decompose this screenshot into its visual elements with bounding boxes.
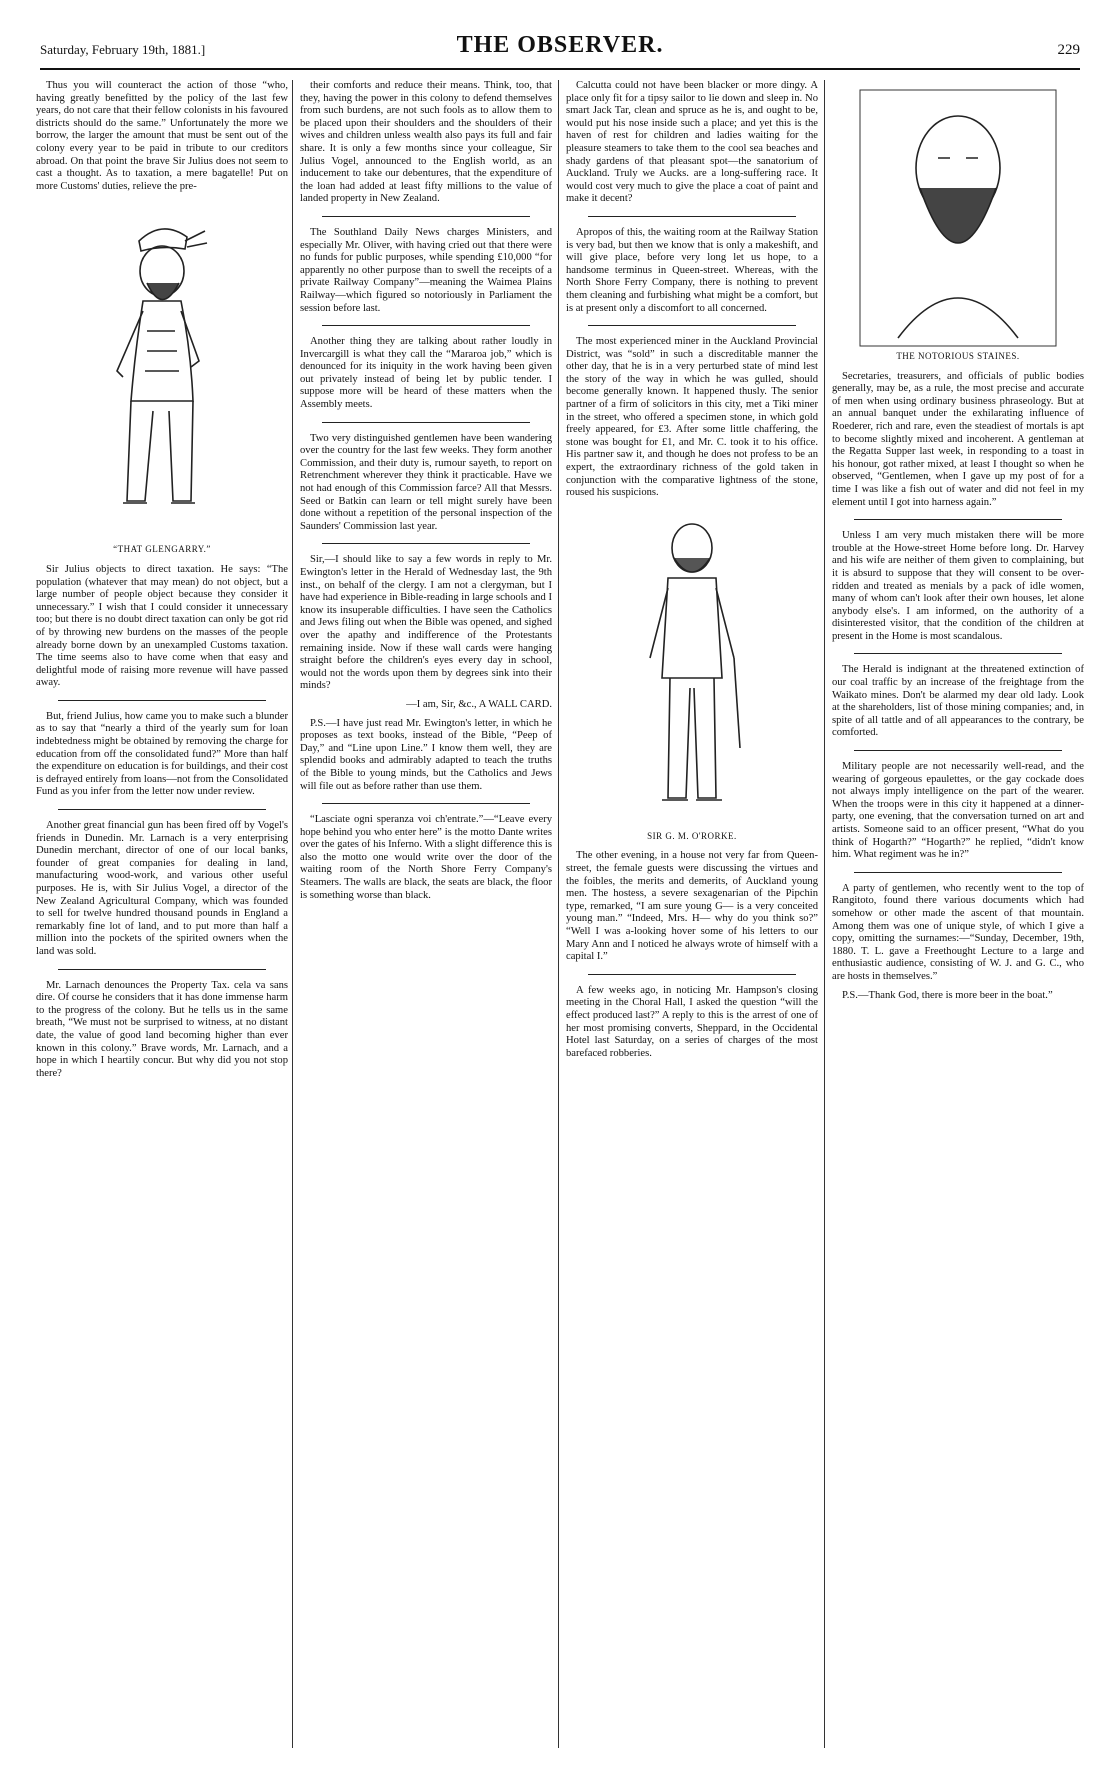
section-rule xyxy=(588,325,796,326)
signature-text: A WALL CARD. xyxy=(478,698,552,710)
column-3 xyxy=(566,80,818,1748)
article-paragraph: Mr. Larnach denounces the Property Tax. cela va sans dire. Of course he considers that it has done immense harm to the progress of the colony. But he tells us in the same breath, “We must not be surprised to witness, at no distant date, the value of good land becoming higher than ever known in this colony.” Brave words, Mr. Larnach, and a hope in which I heartily concur. But why did you not stop there? xyxy=(36,979,288,1079)
article-paragraph: A few weeks ago, in noticing Mr. Hampson's closing meeting in the Choral Hall, I asked the question “will the effect produced last?” A reply to this is the arrest of one of her most promising converts, Sheppard, in the Occidental Hotel last Saturday, on a series of charges of the most barefaced robberies. xyxy=(566,984,818,1059)
article-paragraph: But, friend Julius, how came you to make such a blunder as to say that “nearly a third of the yearly sum for loan indebtedness might be obtained by removing the charge for education from off the consolidated fund?” More than half the expenditure on education is for buildings, and their cost is defrayed entirely from loans—not from the Consolidated Fund as you infer from the letter now under review. xyxy=(36,710,288,798)
section-rule xyxy=(854,872,1062,873)
section-rule xyxy=(322,422,530,423)
article-paragraph: The other evening, in a house not very far from Queen-street, the female guests were discussing the virtues and the foibles, the merits and demerits, of Auckland young men. The hostess, a severe sexagenarian of the Pipchin type, remarked, “I am sure young G— is a very conceited young man.” “Indeed, Mrs. H— why do you think so?” “Well I was a-looking hover some of his letters to our Mary Ann and I noticed he always wrote of himself with a capital I.” xyxy=(566,850,818,963)
glengarry-illustration xyxy=(36,201,288,556)
cartoon-figure-icon xyxy=(87,201,237,541)
article-paragraph: Military people are not necessarily well-read, and the wearing of gorgeous epaulettes, or the gay cockade does not always imply intelligence on the part of the wearer. When the troops were in this city it happened at a dinner-party, one evening, that the conversation turned on art and artists. Someone said to an officer present, “What do you think of Hogarth?” “Hogarth?” he replied, “didn't know him. What regiment was he in?” xyxy=(832,761,1084,861)
figure-caption: “THAT GLENGARRY.” xyxy=(113,544,211,555)
article-paragraph: “Lasciate ogni speranza voi ch'entrate.”—“Leave every hope behind you who enter here” is the motto Dante writes over the gates of his Inferno. With a slight difference this is also the motto one would write over the door of the waiting room of the North Shore Ferry Company's Steamers. The walls are black, the seats are black, the floor is something worse than black. xyxy=(300,814,552,901)
article-paragraph: The Southland Daily News charges Ministers, and especially Mr. Oliver, with having cried out that there were no funds for public purposes, while spending £10,000 “for apparently no other purpose than to swell the receipts of a private Railway Company”—meaning the Waimea Plains Railway—which figured so notoriously in Parliament the session before last. xyxy=(300,226,552,314)
column-4 xyxy=(832,80,1084,1748)
column-divider xyxy=(824,80,825,1748)
figure-caption: THE NOTORIOUS STAINES. xyxy=(896,351,1020,361)
page-number: 229 xyxy=(1057,42,1080,58)
article-paragraph: Secretaries, treasurers, and officials of public bodies generally, may be, as a rule, the most precise and accurate of men when using ordinary business phraseology. But at an annual banquet under the exhilarating influence of Roederer, rich and rare, even the steadiest of mortals is apt to become slightly mixed and incoherent. A gentleman at the Regatta Supper last week, in responding to a toast in his honour, got rather mixed, at least I thought so when he observed, “Gentlemen, when I gave up my post of for a time I was like a fish out of water and did not feel in my element until I got into harness again.” xyxy=(832,370,1084,508)
article-paragraph: A party of gentlemen, who recently went to the top of Rangitoto, found there various documents which had somehow or other made the ascent of that mountain. Among them was one of unique style, of which I give a copy, omitting the surnames:—“Sunday, December, 19th, 1880. T. L. gave a Freethought Lecture to a large and enthusiastic audience, consisting of W. J. and G. C., who are hosts in themselves.” xyxy=(832,882,1084,982)
section-rule xyxy=(58,809,266,810)
article-paragraph: Sir Julius objects to direct taxation. He says: “The population (whatever that may mean) do not object, but a large number of people object because they consider it unnecessary.” I wish that I could consider it unnecessary too; but there is no doubt direct taxation can only be got rid of by throwing new burdens on the masses of the people already borne down by an unexampled Customs taxation. The time seems also to have come when that easy and delightful mode of raising more revenue will have passed away. xyxy=(36,563,288,689)
section-rule xyxy=(854,750,1062,751)
article-paragraph: The most experienced miner in the Auckland Provincial District, was “sold” in such a discreditable manner the other day, that he is in a very perturbed state of mind lest the story of the way in which he was gulled, should become generally known. It happened thusly. The senior partner of a firm of solicitors in this city, met a Tiki miner in the street, who offered a specimen stone, in which gold freely appeared, for £3. After some little chaffering, the stone was bought for £1, and Mr. C. took it to his office. His partner saw it, and though he does not profess to be an expert, the extraordinary richness of the gold taken in conjunction with the comparative lightness of the stone, roused his suspicions. xyxy=(566,336,818,499)
article-paragraph: Another great financial gun has been fired off by Vogel's friends in Dunedin. Mr. Larnach is a very enterprising Dunedin merchant, director of one of our local banks, founder of great companies for dealing in land, manufacturing wood-work, and various other useful purposes. He is, with Sir Julius Vogel, a director of the New Zealand Agricultural Company, which was founded to sell for twelve hundred thousand pounds in England a remarkably fine lot of land, and to put more than half a million into the pockets of the spirited owners when the land was sold. xyxy=(36,820,288,957)
staines-illustration xyxy=(832,88,1084,363)
article-paragraph: The Herald is indignant at the threatened extinction of our coal traffic by an increase of the freightage from the Waikato mines. Don't be alarmed my dear old lady. Look at the shareholders, list of those mining companies; and, in spite of all tattle and of all appearances to the contrary, be comforted. xyxy=(832,664,1084,739)
masthead xyxy=(40,30,1080,70)
figure-caption: SIR G. M. O'RORKE. xyxy=(647,830,737,841)
article-paragraph: Unless I am very much mistaken there will be more trouble at the Howe-street Home before long. Dr. Harvey and his wife are neither of them given to complaining, but it is absurd to suppose that they will consent to be over-ridden and treated as menials by a pack of idle women, many of whom can't look after their own houses, let alone anybody else's. I am informed, on the authority of a disinterested visitor, that the condition of the children at present in the Home is most scandalous. xyxy=(832,530,1084,642)
bearded-portrait-icon xyxy=(858,88,1058,348)
section-rule xyxy=(588,974,796,975)
signoff-text: —I am, Sir, &c., xyxy=(406,698,477,710)
portrait-figure-icon xyxy=(622,508,762,828)
section-rule xyxy=(322,216,530,217)
postscript-paragraph: P.S.—I have just read Mr. Ewington's letter, in which he proposes as text books, instead of the Bible, “Peep of Day,” and “Line upon Line.” I know them well, they are splendid books and admirably adapted to teach the truths of the Bible to young minds, but the Catholics and Jews will file out as before rather than use them. xyxy=(300,717,552,792)
newspaper-title: THE OBSERVER. xyxy=(456,32,664,58)
section-rule xyxy=(322,803,530,804)
column-2 xyxy=(300,80,552,1748)
section-rule xyxy=(58,700,266,701)
article-paragraph: Another thing they are talking about rather loudly in Invercargill is what they call the “Mararoa job,” which is denounced for its iniquity in the work having been given out privately instead of being let by public tender. I suppose more will be heard of these matters when the Assembly meets. xyxy=(300,336,552,411)
section-rule xyxy=(322,543,530,544)
column-1 xyxy=(36,80,288,1748)
letter-paragraph: Sir,—I should like to say a few words in reply to Mr. Ewington's letter in the Herald of Wednesday last, the 9th inst., on behalf of the clergy. I am not a clergyman, but I have had experience in Bible-reading in large schools and I know its insuperable difficulties. I have seen the Catholics and Jews filing out when the Bible was opened, and sighed over the apathy and indifference of the Protestants remaining inside. Now if these wall cards were hanging straight before the children's eyes every day in school, would not the words upon them by degrees sink into their minds? xyxy=(300,554,552,692)
section-rule xyxy=(322,325,530,326)
section-rule xyxy=(854,653,1062,654)
issue-date: Saturday, February 19th, 1881.] xyxy=(40,42,206,57)
postscript-paragraph: P.S.—Thank God, there is more beer in the boat.” xyxy=(842,989,1053,1001)
letter-signoff xyxy=(300,699,552,712)
section-rule xyxy=(854,519,1062,520)
article-paragraph: Calcutta could not have been blacker or more dingy. A place only fit for a tipsy sailor to lie down and sleep in. No smart Jack Tar, clean and spruce as he is, and ought to be, would put his nose inside such a place; and yet this is the haven of rest for children and ladies waiting for the pleasure steamers to take them to the cool sea beaches and shady gardens of that pleasant spot—the sanatorium of Auckland. Truly we Aucks. are a long-suffering race. It would cost very much to give the place a coat of paint and make it decent? xyxy=(566,80,818,205)
column-divider xyxy=(292,80,293,1748)
section-rule xyxy=(588,216,796,217)
article-paragraph: Two very distinguished gentlemen have been wandering over the country for the last few weeks. They form another Commission, and their duty is, rumour sayeth, to report on Retrenchment wherever they think it practicable. Have we not had enough of this Commission farce? All that Messrs. Seed or Batkin can learn or tell might surely have been done without a repetition of the personal inspection of the Saunders' Commission last year. xyxy=(300,432,552,532)
article-paragraph: Thus you will counteract the action of those “who, having greatly benefitted by the policy of the last few years, do not care that their fellow colonists in his favoured districts should do the same.” Unfortunately the more we borrow, the larger the amount that must be sent out of the colony every year to be paid in tribute to our creditors abroad. On that point the brave Sir Julius does not seem to cast a thought. As to taxation, a mere bagatelle! Put on more Customs' duties, relieve the pre- xyxy=(36,80,288,192)
column-divider xyxy=(558,80,559,1748)
ororke-illustration xyxy=(566,508,818,843)
article-paragraph: their comforts and reduce their means. Think, too, that they, having the power in this colony to defend themselves from such burdens, are not such fools as to allow them to be placed upon their shoulders and the shoulders of their wives and children unless wealth also pays its full and fair share. It is only a few months since your colleague, Sir Julius Vogel, announced to the English world, as an inducement to take our debentures, that the expenditure of the loan had added at least fifty millions to the value of landed property in New Zealand. xyxy=(300,80,552,205)
section-rule xyxy=(58,969,266,970)
article-paragraph: Apropos of this, the waiting room at the Railway Station is very bad, but then we know that is only a makeshift, and will give place, before very long let us hope, to a handsome terminus in Queen-street. Whereas, with the North Shore Ferry Company, there is nothing to prevent them cleaning and furbishing what might be a comfort, but is at present only a discomfort to all concerned. xyxy=(566,226,818,314)
